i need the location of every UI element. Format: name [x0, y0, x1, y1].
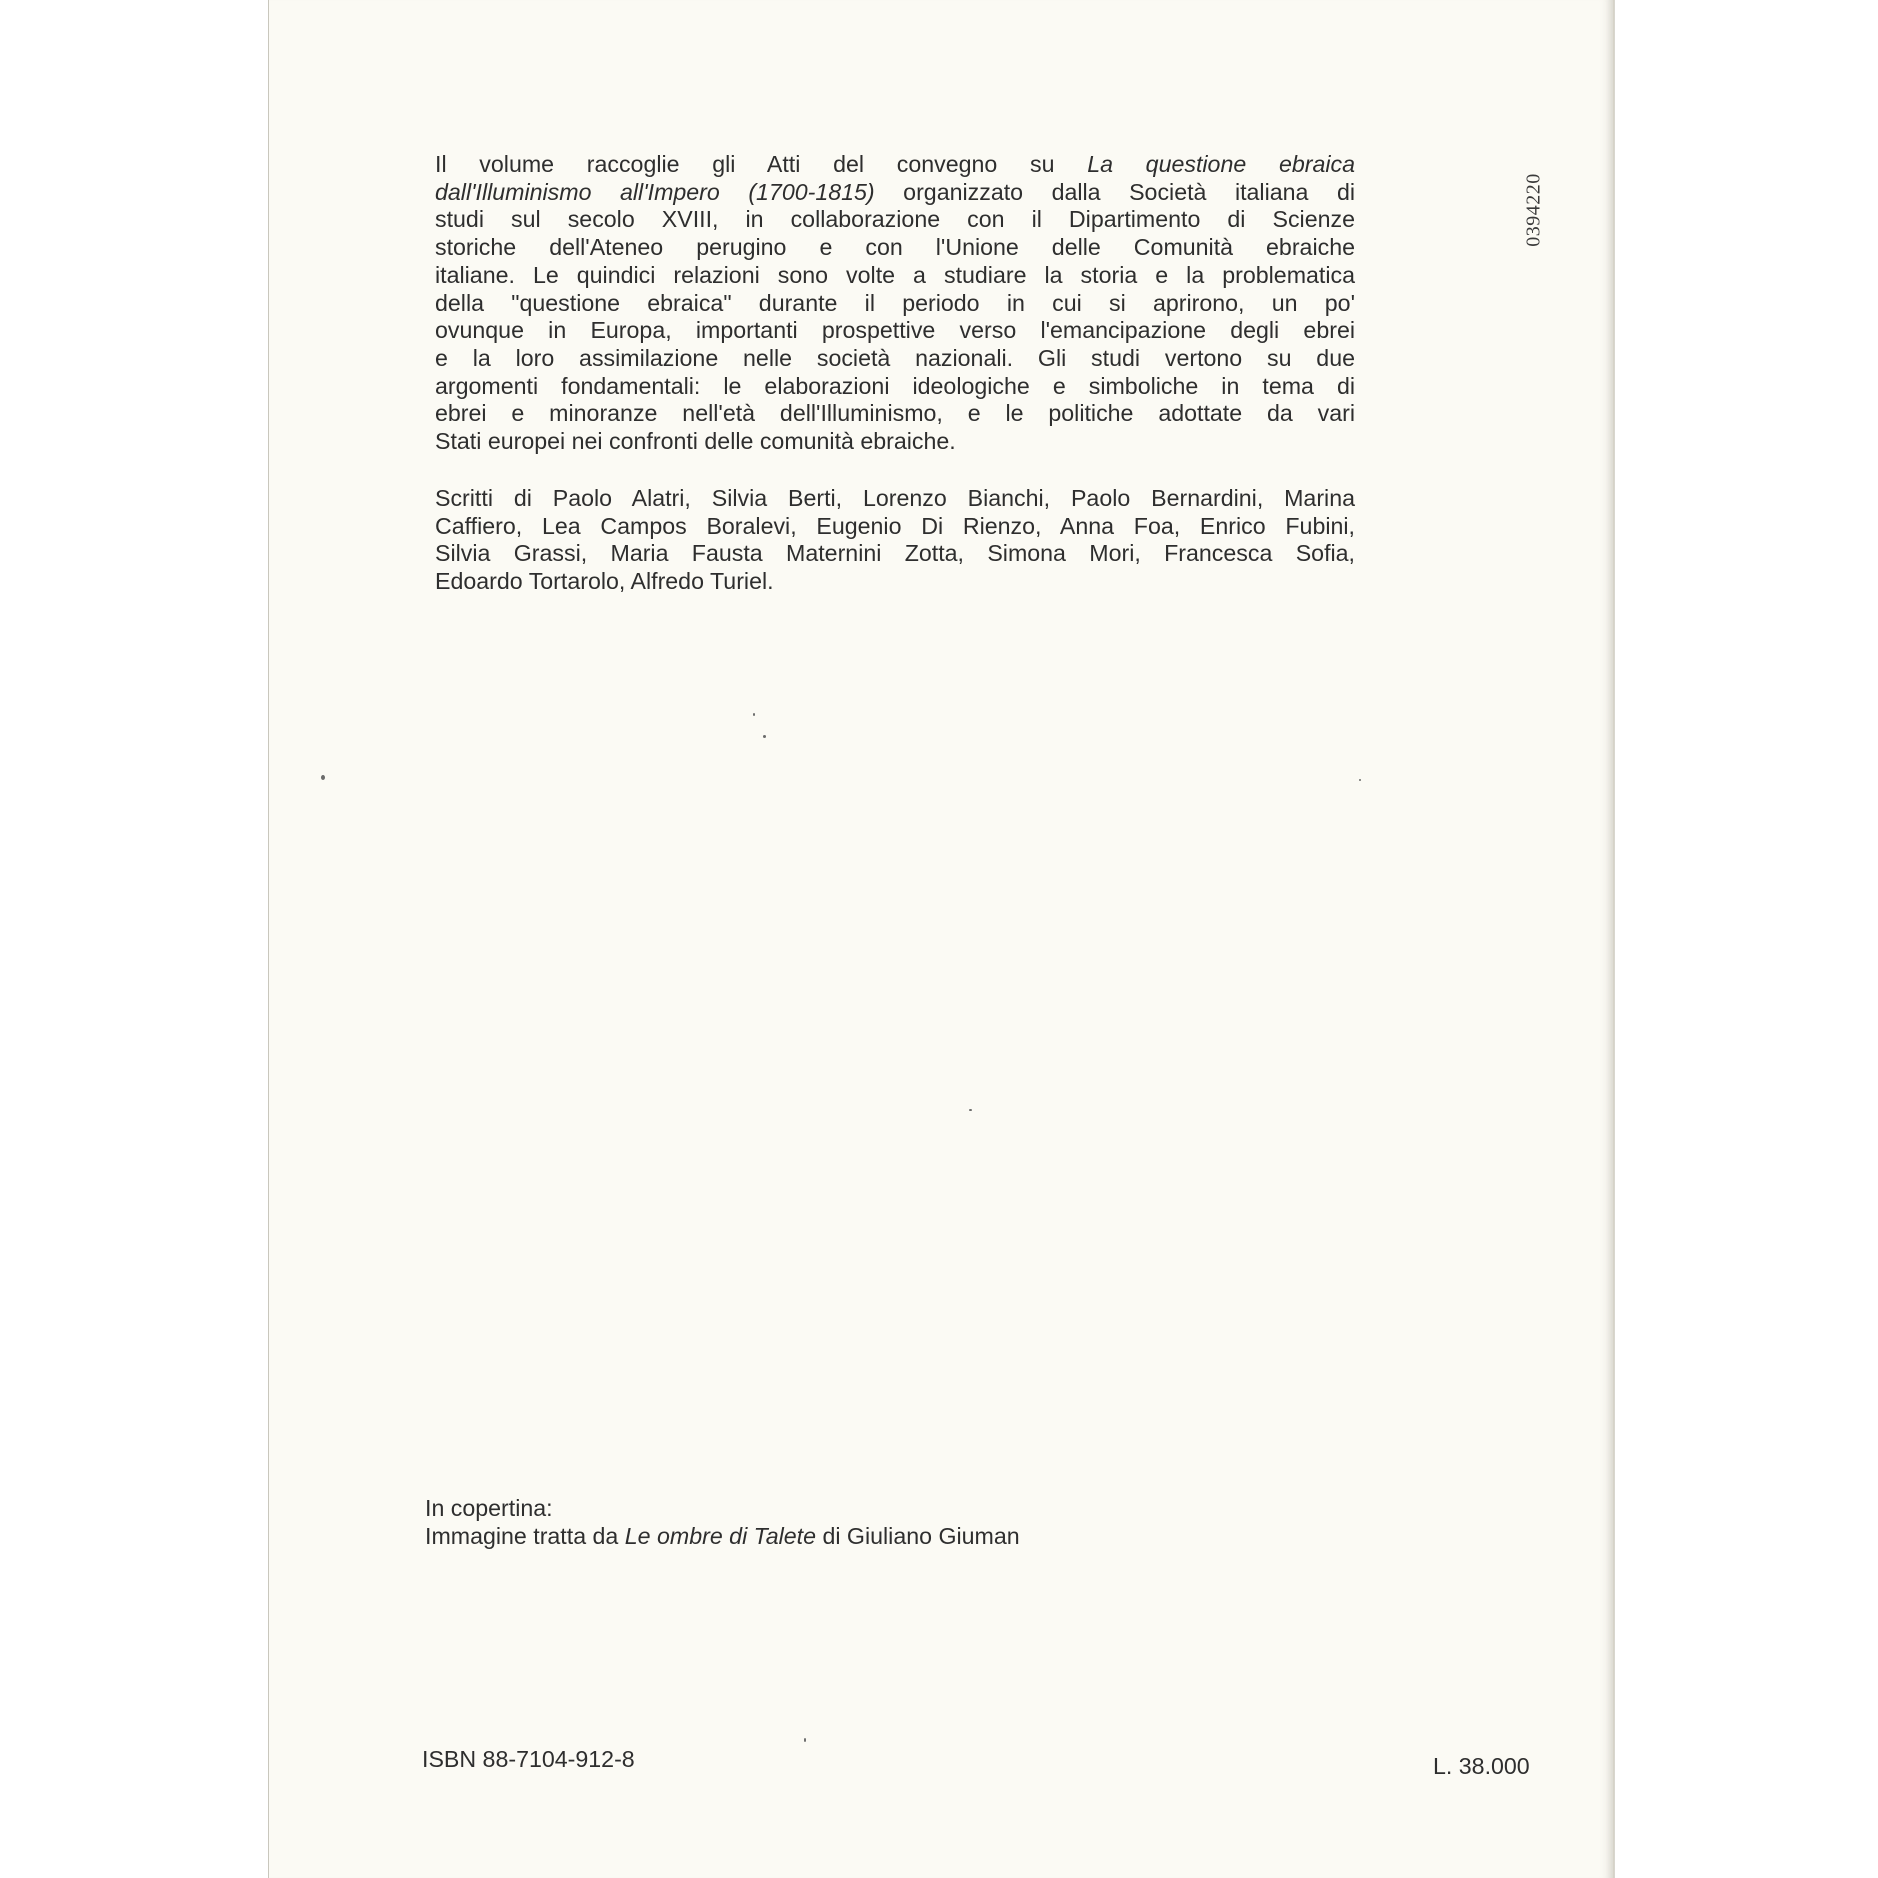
dust-speck	[321, 775, 325, 780]
description-line: Stati europei nei confronti delle comunità ebraiche.	[435, 428, 956, 455]
description-line: studi sul secolo XVIII, in collaborazione con il Dipartimento di Scienze	[435, 206, 1355, 233]
inventory-stamp	[1519, 160, 1549, 260]
cover-fold-line	[1613, 0, 1614, 1878]
book-back-cover	[268, 0, 1615, 1878]
description-line: della "questione ebraica" durante il periodo in cui si aprirono, un po'	[435, 289, 1355, 316]
description-line: italiane. Le quindici relazioni sono volte a studiare la storia e la problematica	[435, 261, 1355, 288]
description-line: Il volume raccoglie gli Atti del convegno su La questione ebraica	[435, 151, 1355, 177]
dust-speck	[753, 713, 755, 716]
cover-credit	[425, 1495, 1020, 1550]
dust-speck	[804, 1738, 806, 1742]
book-title-italic: dall'Illuminismo all'Impero (1700-1815)	[435, 178, 875, 205]
authors-paragraph	[435, 485, 1355, 596]
stamp-number: 0394220	[1522, 173, 1545, 247]
authors-line: Caffiero, Lea Campos Boralevi, Eugenio Di Rienzo, Anna Foa, Enrico Fubini,	[435, 512, 1355, 539]
authors-line: Scritti di Paolo Alatri, Silvia Berti, Lorenzo Bianchi, Paolo Bernardini, Marina	[435, 485, 1355, 511]
artwork-title-italic: Le ombre di Talete	[624, 1522, 816, 1549]
authors-line: Silvia Grassi, Maria Fausta Maternini Zotta, Simona Mori, Francesca Sofia,	[435, 540, 1355, 567]
description-line: storiche dell'Ateneo perugino e con l'Unione delle Comunità ebraiche	[435, 234, 1355, 261]
isbn-label: ISBN 88-7104-912-8	[422, 1746, 635, 1772]
description-line: ebrei e minoranze nell'età dell'Illuminismo, e le politiche adottate da vari	[435, 400, 1355, 427]
description-line: argomenti fondamentali: le elaborazioni ideologiche e simboliche in tema di	[435, 372, 1355, 399]
dust-speck	[1359, 779, 1361, 781]
dust-speck	[969, 1109, 972, 1111]
description-paragraph	[435, 151, 1355, 456]
price-label: L. 38.000	[1433, 1753, 1530, 1779]
book-title-italic: La questione ebraica	[1087, 151, 1355, 177]
description-line: dall'Illuminismo all'Impero (1700-1815) organizzato dalla Società italiana di	[435, 178, 1355, 205]
dust-speck	[763, 735, 766, 738]
cover-credit-text: Immagine tratta da Le ombre di Talete di Giuliano Giuman	[425, 1522, 1020, 1549]
authors-line: Edoardo Tortarolo, Alfredo Turiel.	[435, 568, 774, 595]
cover-credit-heading: In copertina:	[425, 1495, 553, 1521]
description-line: e la loro assimilazione nelle società nazionali. Gli studi vertono su due	[435, 344, 1355, 371]
description-line: ovunque in Europa, importanti prospettive verso l'emancipazione degli ebrei	[435, 317, 1355, 344]
